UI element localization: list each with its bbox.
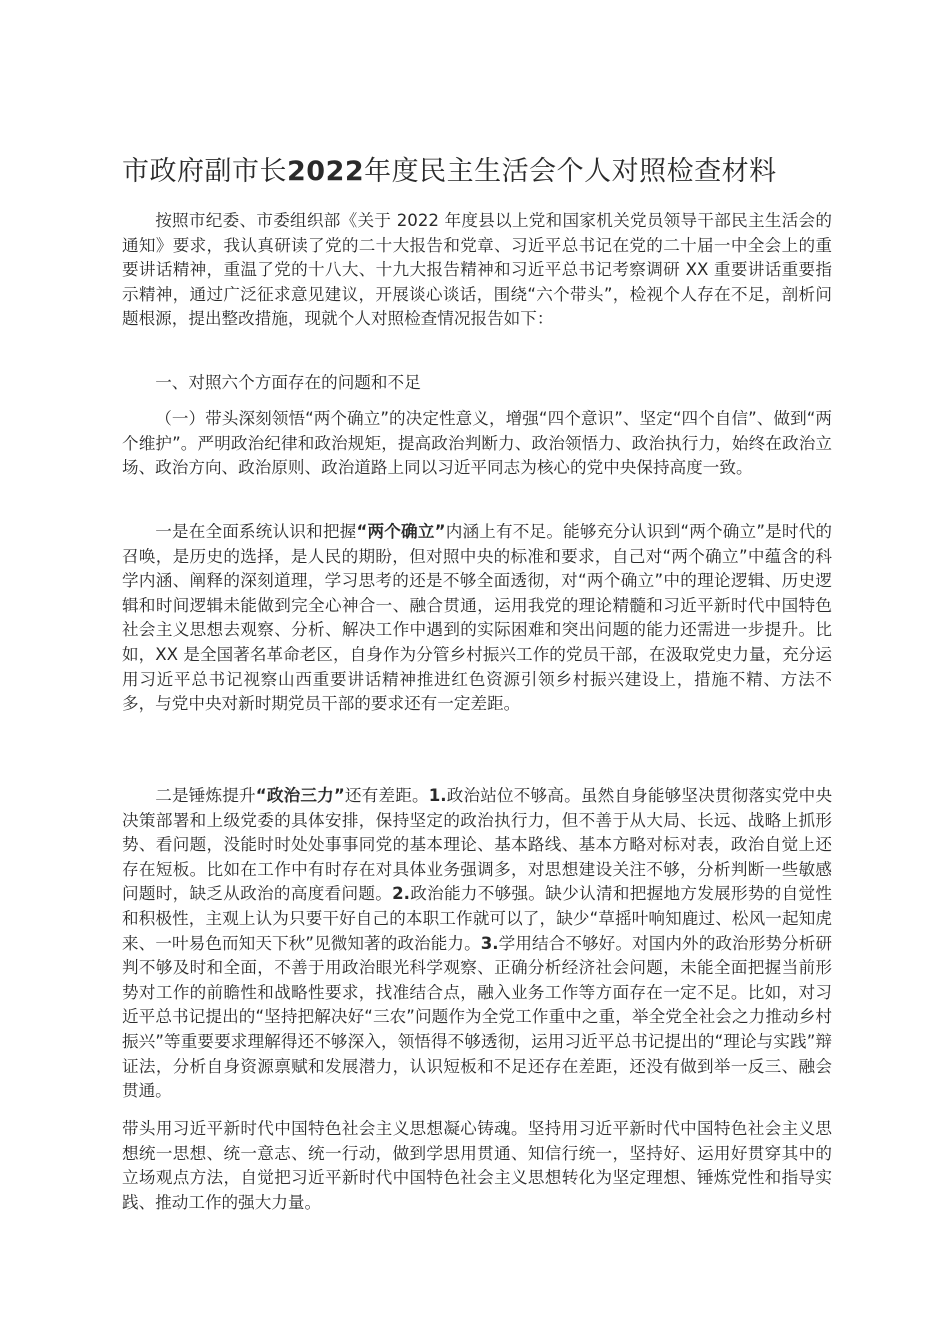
point-one-paragraph: [122, 520, 832, 717]
title-prefix: 市政府副市长: [122, 156, 287, 187]
subsection-paragraph: （一）带头深刻领悟“两个确立”的决定性意义，增强“四个意识”、坚定“四个自信”、做到“两个维护”。严明政治纪律和政治规矩，提高政治判断力、政治领悟力、政治执行力，始终在政治立场、政治方向、政治原则、政治道路上同以习近平同志为核心的党中央保持高度一致。: [122, 409, 832, 478]
title-suffix: 年度民主生活会个人对照检查材料: [364, 156, 777, 187]
point-two-num-1: 1.: [428, 786, 447, 805]
point-two-num-2: 2.: [392, 884, 410, 904]
point-two-text-4: 学用结合不够好。对国内外的政治形势分析研判不够及时和全面，不善于用政治眼光科学观察、正确分析经济社会问题，未能全面把握当前形势对工作的前瞻性和战略性要求，找准结合点，融入业务工作等方面存在一定不足。比如，对习近平总书记提出的“坚持把解决好“三农”问题作为全党工作重中之重，举全党全社会之力推动乡村振兴”等重要要求理解得还不够深入，领悟得不够透彻，运用习近平总书记提出的“理论与实践”辩证法，分析自身资源禀赋和发展潜力，认识短板和不足还存在差距，还没有做到举一反三、融会贯通。: [122, 933, 832, 1101]
point-two-text-1: 还有差距。: [344, 786, 429, 805]
title-year: 2022: [287, 156, 365, 187]
point-two-lead: 二是锤炼提升: [155, 786, 256, 805]
document-title: [122, 152, 832, 192]
point-one-bold: “两个确立”: [356, 522, 446, 541]
point-one-body: 内涵上有不足。能够充分认识到“两个确立”是时代的召唤，是历史的选择，是人民的期盼，但对照中央的标准和要求，自己对“两个确立”中蕴含的科学内涵、阐释的深刻道理，学习思考的还是不够全面透彻，对“两个确立”中的理论逻辑、历史逻辑和时间逻辑未能做到完全心神合一、融合贯通，运用我党的理论精髓和习近平新时代中国特色社会主义思想去观察、分析、解决工作中遇到的实际困难和突出问题的能力还需进一步提升。比如，XX 是全国著名革命老区，自身作为分管乡村振兴工作的党员干部，在汲取党史力量，充分运用习近平总书记视察山西重要讲话精神推进红色资源引领乡村振兴建设上，措施不精、方法不多，与党中央对新时期党员干部的要求还有一定差距。: [122, 522, 833, 714]
point-two-num-3: 3.: [480, 933, 499, 953]
section-heading: 一、对照六个方面存在的问题和不足: [155, 373, 421, 392]
point-one-lead: 一是在全面系统认识和把握: [155, 522, 357, 541]
intro-paragraph: 按照市纪委、市委组织部《关于 2022 年度县以上党和国家机关党员领导干部民主生活会的通知》要求，我认真研读了党的二十大报告和党章、习近平总书记在党的二十届一中全会上的重要讲话精神，重温了党的十八大、十九大报告精神和习近平总书记考察调研 XX 重要讲话重要指示精神，通过广泛征求意见建议，开展谈心谈话，围绕“六个带头”，检视个人存在不足，剖析问题根源，提出整改措施，现就个人对照检查情况报告如下：: [122, 211, 832, 329]
closing-paragraph: 带头用习近平新时代中国特色社会主义思想凝心铸魂。坚持用习近平新时代中国特色社会主义思想统一思想、统一意志、统一行动，做到学思用贯通、知信行统一，坚持好、运用好贯穿其中的立场观点方法，自觉把习近平新时代中国特色社会主义思想转化为坚定理想、锤炼党性和指导实践、推动工作的强大力量。: [122, 1119, 832, 1212]
point-two-text-2: 政治站位不够高。虽然自身能够坚决贯彻落实党中央决策部署和上级党委的具体安排，保持坚定的政治执行力，但不善于从大局、长远、战略上抓形势、看问题，没能时时处处事事同党的基本理论、基本路线、基本方略对标对表，政治自觉上还存在短板。比如在工作中有时存在对具体业务强调多，对思想建设关注不够，分析判断一些敏感问题时，缺乏从政治的高度看问题。: [122, 786, 833, 904]
point-two-text-3: 政治能力不够强。缺少认清和把握地方发展形势的自觉性和积极性，主观上认为只要干好自己的本职工作就可以了，缺少“草摇叶响知鹿过、松风一起知虎来、一叶易色而知天下秋”见微知著的政治能力。: [122, 884, 833, 953]
point-two-bold: “政治三力”: [255, 786, 345, 805]
point-two-paragraph: [122, 784, 832, 1104]
